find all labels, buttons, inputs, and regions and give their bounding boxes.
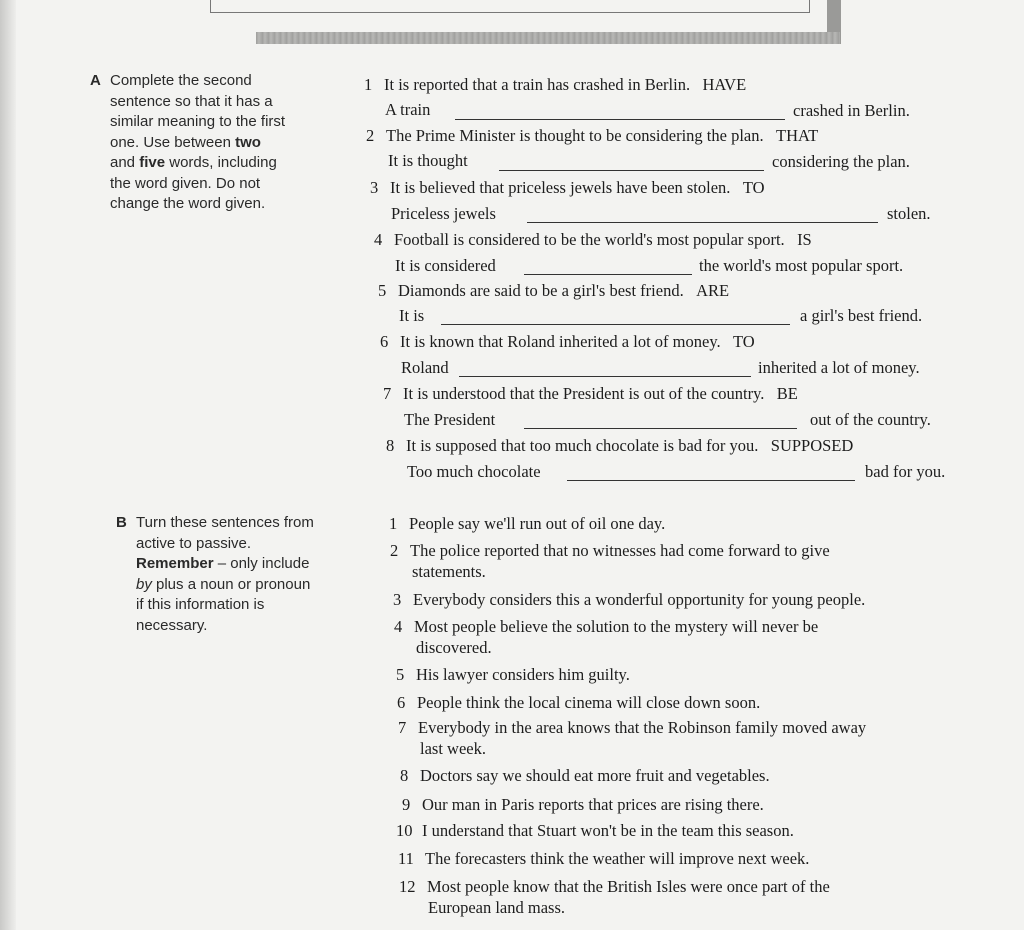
a-item-8-sentence: 8 It is supposed that too much chocolate is bad for you. SUPPOSED bbox=[386, 436, 854, 455]
a-item-5-blank[interactable] bbox=[441, 324, 790, 325]
a-item-5-sentence: 5 Diamonds are said to be a girl's best friend. ARE bbox=[378, 281, 730, 300]
b-item-3: 3 Everybody considers this a wonderful opportunity for young people. bbox=[393, 590, 866, 609]
section-b-instructions: B Turn these sentences from active to passive. Remember – only include by plus a noun or pronoun if this information is necessary. bbox=[116, 514, 314, 634]
a-item-4-blank[interactable] bbox=[524, 274, 692, 275]
b-item-4: 4 Most people believe the solution to the mystery will never be discovered. bbox=[394, 617, 819, 657]
section-a-letter: A bbox=[90, 72, 101, 89]
a-item-5-start: It is bbox=[399, 306, 425, 325]
b-item-1: 1 People say we'll run out of oil one day. bbox=[389, 514, 666, 533]
a-item-6-sentence: 6 It is known that Roland inherited a lot of money. TO bbox=[380, 332, 755, 351]
a-item-1-start: A train bbox=[385, 100, 431, 119]
b-item-8: 8 Doctors say we should eat more fruit and vegetables. bbox=[400, 766, 770, 785]
a-item-6-start: Roland bbox=[401, 358, 449, 377]
a-item-3-blank[interactable] bbox=[527, 222, 878, 223]
a-item-3-start: Priceless jewels bbox=[391, 204, 496, 223]
a-item-2-end: considering the plan. bbox=[772, 152, 910, 171]
a-item-6-blank[interactable] bbox=[459, 376, 751, 377]
a-item-4-start: It is considered bbox=[395, 256, 496, 275]
a-item-3-end: stolen. bbox=[887, 204, 931, 223]
a-item-4-end: the world's most popular sport. bbox=[699, 256, 904, 275]
b-item-5: 5 His lawyer considers him guilty. bbox=[396, 665, 630, 684]
a-item-2-start: It is thought bbox=[388, 151, 468, 170]
a-item-7-start: The President bbox=[404, 410, 496, 429]
b-item-10: 10 I understand that Stuart won't be in the team this season. bbox=[396, 821, 794, 840]
b-item-9: 9 Our man in Paris reports that prices are rising there. bbox=[402, 795, 764, 814]
b-item-2: 2 The police reported that no witnesses had come forward to give statements. bbox=[390, 541, 830, 581]
a-item-8-blank[interactable] bbox=[567, 480, 855, 481]
header-divider-bar bbox=[256, 32, 840, 44]
section-b-letter: B bbox=[116, 514, 127, 531]
a-item-6-end: inherited a lot of money. bbox=[758, 358, 920, 377]
a-item-3-sentence: 3 It is believed that priceless jewels have been stolen. TO bbox=[370, 178, 765, 197]
section-a-instructions: A Complete the second sentence so that it has a similar meaning to the first one. Use between two and five words, including the word given. Do not change the word given. bbox=[90, 72, 286, 212]
a-item-5-end: a girl's best friend. bbox=[800, 306, 923, 325]
top-box-frame bbox=[210, 0, 810, 13]
a-item-8-start: Too much chocolate bbox=[407, 462, 541, 481]
a-item-1-end: crashed in Berlin. bbox=[793, 101, 910, 120]
a-item-4-sentence: 4 Football is considered to be the world's most popular sport. IS bbox=[374, 230, 812, 249]
a-item-1-sentence: 1 It is reported that a train has crashed in Berlin. HAVE bbox=[364, 75, 747, 94]
a-item-8-end: bad for you. bbox=[865, 462, 946, 481]
page-edge-shadow bbox=[0, 0, 16, 930]
a-item-7-blank[interactable] bbox=[524, 428, 797, 429]
b-item-11: 11 The forecasters think the weather will improve next week. bbox=[398, 849, 810, 868]
b-item-12: 12 Most people know that the British Isles were once part of the European land mass. bbox=[399, 877, 830, 917]
a-item-7-sentence: 7 It is understood that the President is out of the country. BE bbox=[383, 384, 798, 403]
a-item-1-blank[interactable] bbox=[455, 119, 785, 120]
b-item-6: 6 People think the local cinema will close down soon. bbox=[397, 693, 761, 712]
a-item-2-blank[interactable] bbox=[499, 170, 764, 171]
a-item-2-sentence: 2 The Prime Minister is thought to be considering the plan. THAT bbox=[366, 126, 819, 145]
b-item-7: 7 Everybody in the area knows that the Robinson family moved away last week. bbox=[398, 718, 867, 758]
a-item-7-end: out of the country. bbox=[810, 410, 931, 429]
